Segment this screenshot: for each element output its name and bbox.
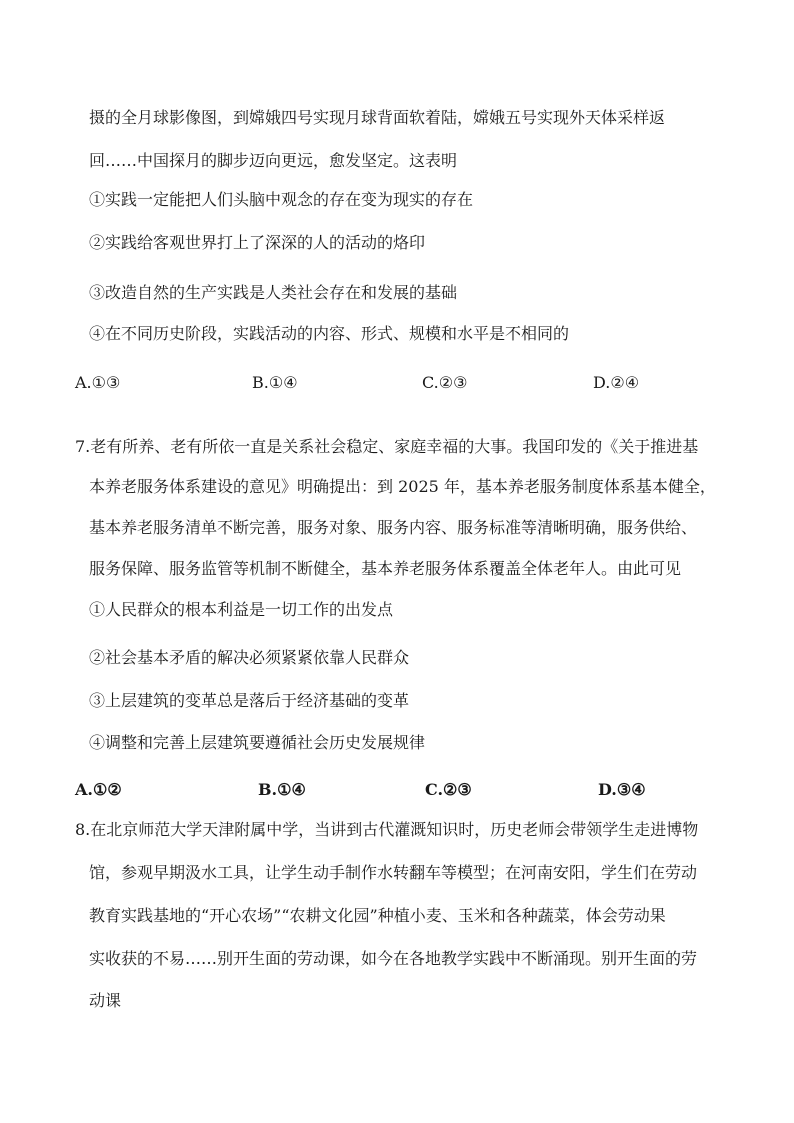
- q7-option-c: C.②③: [425, 780, 472, 799]
- q8-stem-line-2: 馆，参观早期汲水工具，让学生动手制作水转翻车等模型；在河南安阳，学生们在劳动: [89, 863, 698, 882]
- q7-statement-4: ④调整和完善上层建筑要遵循社会历史发展规律: [89, 733, 426, 752]
- q6-option-d: D.②④: [593, 373, 640, 392]
- q6-option-a: A.①③: [75, 373, 121, 392]
- q7-stem-line-4: 服务保障、服务监管等机制不断健全，基本养老服务体系覆盖全体老年人。由此可见: [89, 559, 682, 578]
- q6-statement-4: ④在不同历史阶段，实践活动的内容、形式、规模和水平是不相同的: [89, 324, 570, 343]
- q7-statement-1: ①人民群众的根本利益是一切工作的出发点: [89, 600, 394, 619]
- q7-statement-3: ③上层建筑的变革总是落后于经济基础的变革: [89, 691, 410, 710]
- q7-stem-line-2: 本养老服务体系建设的意见》明确提出：到 2025 年，基本养老服务制度体系基本健全，: [89, 477, 716, 496]
- q6-statement-1: ①实践一定能把人们头脑中观念的存在变为现实的存在: [89, 190, 474, 209]
- q7-option-d: D.③④: [598, 780, 646, 799]
- q8-stem-line-5: 动课: [89, 991, 122, 1010]
- q8-stem-line-1: 8.在北京师范大学天津附属中学，当讲到古代灌溉知识时，历史老师会带领学生走进博物: [75, 820, 699, 839]
- q8-stem-line-4: 实收获的不易……别开生面的劳动课，如今在各地教学实践中不断涌现。别开生面的劳: [89, 949, 698, 968]
- q7-stem-line-3: 基本养老服务清单不断完善，服务对象、服务内容、服务标准等清晰明确，服务供给、: [89, 518, 698, 537]
- q8-stem-line-3: 教育实践基地的“开心农场”“农耕文化园”种植小麦、玉米和各种蔬菜，体会劳动果: [89, 906, 666, 925]
- q7-option-a: A.①②: [75, 780, 122, 799]
- q6-option-c: C.②③: [422, 373, 468, 392]
- q6-statement-3: ③改造自然的生产实践是人类社会存在和发展的基础: [89, 283, 458, 302]
- q6-option-b: B.①④: [252, 373, 298, 392]
- q6-stem-line-2: 回……中国探月的脚步迈向更远，愈发坚定。这表明: [89, 151, 458, 170]
- q7-stem-line-1: 7.老有所养、老有所依一直是关系社会稳定、家庭幸福的大事。我国印发的《关于推进基: [75, 437, 699, 456]
- q6-statement-2: ②实践给客观世界打上了深深的人的活动的烙印: [89, 233, 426, 252]
- q7-statement-2: ②社会基本矛盾的解决必须紧紧依靠人民群众: [89, 648, 410, 667]
- q6-stem-line-1: 摄的全月球影像图，到嫦娥四号实现月球背面软着陆，嫦娥五号实现外天体采样返: [89, 108, 666, 127]
- q7-option-b: B.①④: [258, 780, 306, 799]
